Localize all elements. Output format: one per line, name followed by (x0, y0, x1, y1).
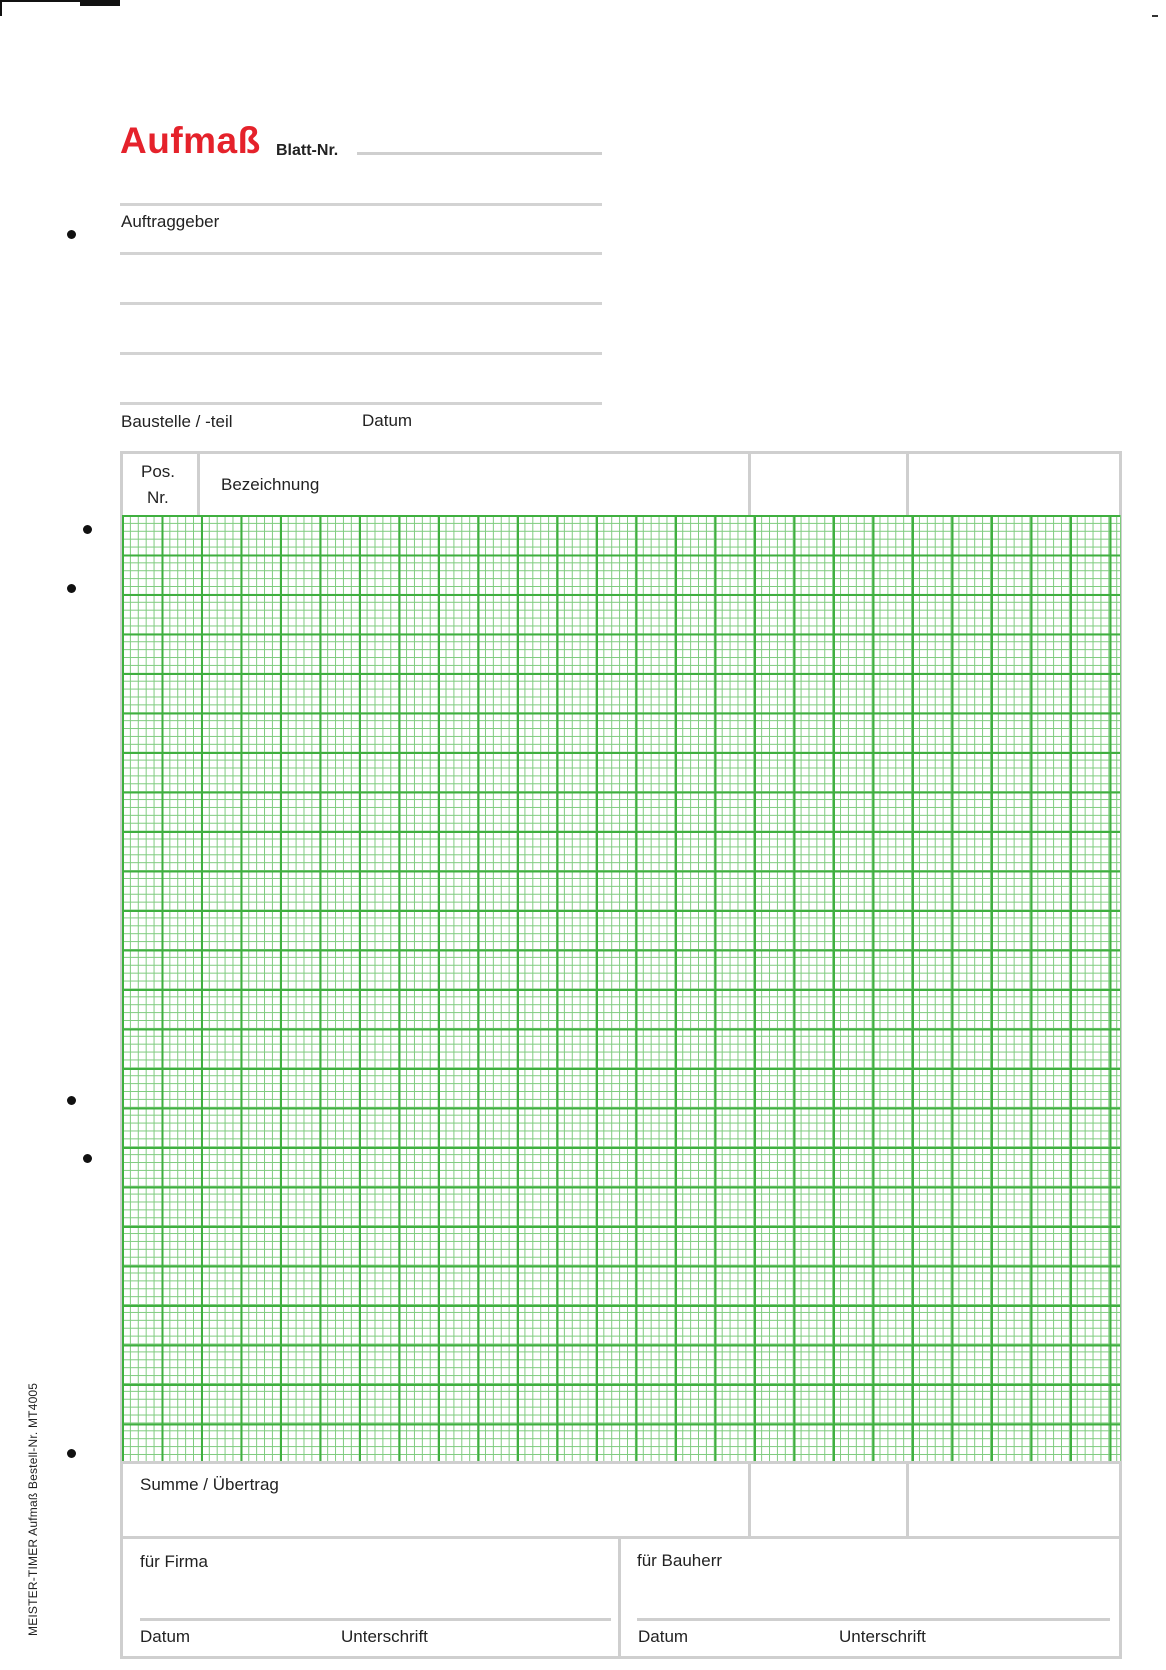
column-divider-desc (748, 451, 751, 515)
punch-hole-marker (83, 1154, 92, 1163)
client-signature-line[interactable] (637, 1618, 1110, 1621)
pos-label-line1: Pos. (141, 462, 176, 481)
sheet-number-label: Blatt-Nr. (276, 142, 339, 159)
column-divider-value (906, 451, 909, 515)
date-label: Datum (362, 411, 413, 430)
description-label: Bezeichnung (221, 475, 320, 494)
sum-label: Summe / Übertrag (140, 1475, 279, 1494)
client-sign-label: für Bauherr (637, 1551, 723, 1570)
punch-hole-marker (67, 1449, 76, 1458)
punch-hole-marker (67, 584, 76, 593)
punch-hole-marker (67, 1096, 76, 1105)
company-label: für Firma (140, 1552, 208, 1571)
signature-divider (618, 1536, 621, 1659)
company-signature-line[interactable] (140, 1618, 611, 1621)
client-line-2[interactable] (120, 302, 602, 305)
crop-mark-right (1152, 15, 1158, 17)
site-label: Baustelle / -teil (121, 412, 233, 431)
sum-divider-2 (906, 1461, 909, 1539)
sum-row-bottom (120, 1536, 1122, 1539)
crop-mark-thick (80, 0, 120, 6)
client-label: Auftraggeber (121, 212, 220, 231)
sum-divider-1 (748, 1461, 751, 1539)
graph-paper-area[interactable] (122, 515, 1121, 1462)
sheet-number-field[interactable] (357, 152, 602, 155)
crop-mark-thin (0, 0, 80, 2)
client-date-label: Datum (638, 1627, 689, 1646)
client-line-3[interactable] (120, 352, 602, 355)
crop-mark (0, 0, 120, 6)
client-rule-top (120, 203, 602, 206)
company-date-label: Datum (140, 1627, 191, 1646)
client-line-1[interactable] (120, 252, 602, 255)
punch-hole-marker (67, 230, 76, 239)
form-title: Aufmaß (120, 120, 261, 161)
grid-bottom-rule (120, 1461, 1122, 1464)
order-number-imprint: MEISTER-TIMER Aufmaß Bestell-Nr. MT4005 (26, 1382, 40, 1636)
crop-mark-tick (0, 0, 2, 16)
client-signature-label: Unterschrift (839, 1627, 926, 1646)
column-divider-pos (197, 451, 200, 515)
company-signature-label: Unterschrift (341, 1627, 428, 1646)
punch-hole-marker (83, 525, 92, 534)
pos-label-line2: Nr. (147, 488, 169, 507)
site-date-line[interactable] (120, 402, 602, 405)
